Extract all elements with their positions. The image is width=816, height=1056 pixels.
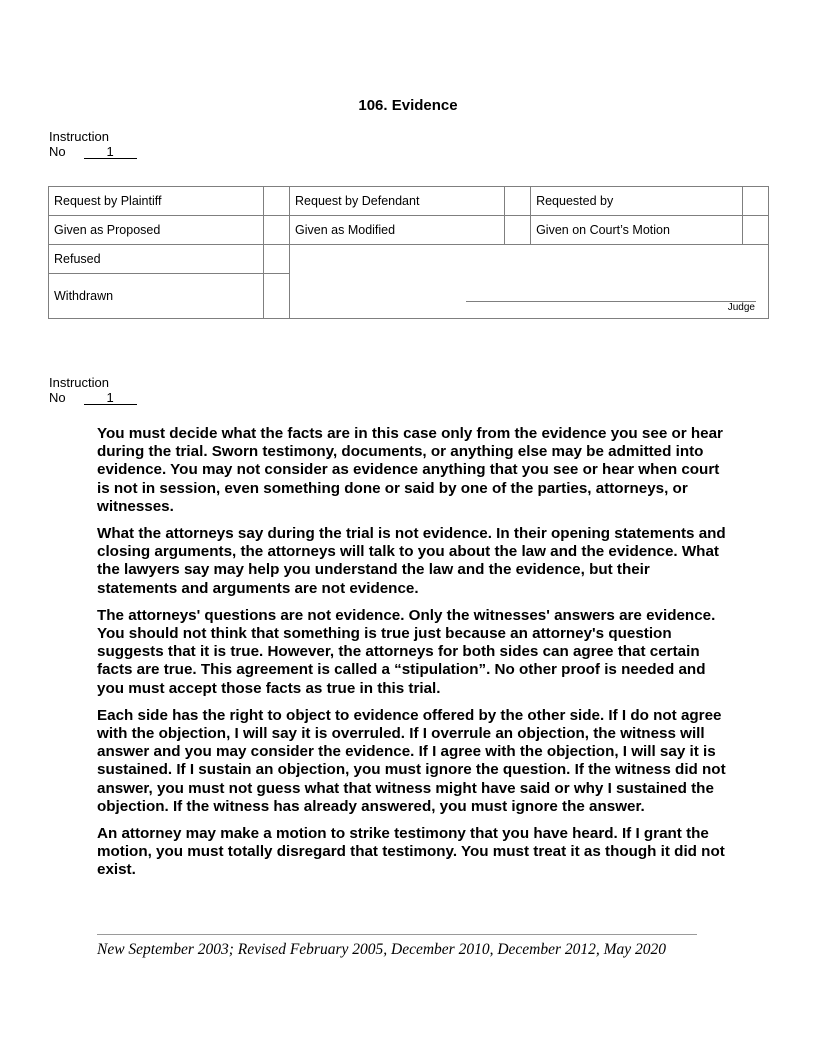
- request-by-plaintiff-label: Request by Plaintiff: [49, 187, 264, 216]
- instruction-number-block-bottom: [49, 375, 137, 405]
- instruction-number-block-top: [49, 129, 137, 159]
- no-label: No: [49, 144, 66, 159]
- footer-divider: [97, 934, 697, 935]
- request-by-plaintiff-box[interactable]: [264, 187, 290, 216]
- table-row: [49, 245, 769, 274]
- instruction-label: Instruction: [49, 129, 109, 144]
- body-paragraph: The attorneys' questions are not evidence. Only the witnesses' answers are evidence. You should not think that something is true just because an attorney's question suggests that it is true. However, the attorneys for both sides can agree that certain facts are true. This agreement is called a “stipulation”. No other proof is needed and you must accept those facts as true in this trial.: [97, 606, 716, 697]
- given-on-courts-motion-box[interactable]: [743, 216, 769, 245]
- instruction-label: Instruction: [49, 375, 109, 390]
- refused-label: Refused: [49, 245, 264, 274]
- page-title: 106. Evidence: [358, 97, 458, 114]
- instruction-no-row: [49, 144, 137, 159]
- instruction-number: 1: [84, 391, 137, 405]
- given-as-modified-box[interactable]: [505, 216, 531, 245]
- judge-label: Judge: [727, 301, 755, 313]
- table-row: [49, 216, 769, 245]
- body-paragraph: You must decide what the facts are in this case only from the evidence you see or hear during the trial. Sworn testimony, documents, or anything else may be admitted into evidence. You may not consider as evidence anything that you see or hear when court is not in session, even something done or said by one of the parties, attorneys, or witnesses.: [97, 425, 723, 515]
- revision-history-footer: New September 2003; Revised February 2005, December 2010, December 2012, May 2020: [97, 941, 667, 958]
- judge-signature-cell: [290, 245, 769, 319]
- instruction-number: 1: [84, 145, 137, 159]
- request-table: [48, 186, 769, 319]
- given-as-modified-label: Given as Modified: [290, 216, 505, 245]
- given-as-proposed-box[interactable]: [264, 216, 290, 245]
- table-row: [49, 187, 769, 216]
- request-by-defendant-label: Request by Defendant: [290, 187, 505, 216]
- instruction-no-row: [49, 390, 137, 405]
- refused-box[interactable]: [264, 245, 290, 274]
- request-by-defendant-box[interactable]: [505, 187, 531, 216]
- given-as-proposed-label: Given as Proposed: [49, 216, 264, 245]
- judge-signature-line[interactable]: [466, 301, 756, 302]
- body-paragraph: What the attorneys say during the trial is not evidence. In their opening statements and closing arguments, the attorneys will talk to you about the law and the evidence. What the lawyers say may help you understand the law and the evidence, but their statements and arguments are not evidence.: [97, 525, 726, 597]
- withdrawn-label: Withdrawn: [49, 274, 264, 319]
- requested-by-box[interactable]: [743, 187, 769, 216]
- no-label: No: [49, 390, 66, 405]
- instruction-body: [97, 425, 727, 889]
- body-paragraph: An attorney may make a motion to strike testimony that you have heard. If I grant the motion, you must totally disregard that testimony. You must treat it as though it did not exist.: [97, 825, 725, 879]
- given-on-courts-motion-label: Given on Court’s Motion: [531, 216, 743, 245]
- requested-by-label: Requested by: [531, 187, 743, 216]
- body-paragraph: Each side has the right to object to evidence offered by the other side. If I do not agree with the objection, I will say it is overruled. If I overrule an objection, the witness will answer and you may consider the evidence. If I agree with the objection, I will say it is sustained. If I sustain an objection, you must ignore the question. If the witness did not answer, you must not guess what that witness might have said or why I sustained the objection. If the witness has already answered, you must ignore the answer.: [97, 706, 726, 815]
- withdrawn-box[interactable]: [264, 274, 290, 319]
